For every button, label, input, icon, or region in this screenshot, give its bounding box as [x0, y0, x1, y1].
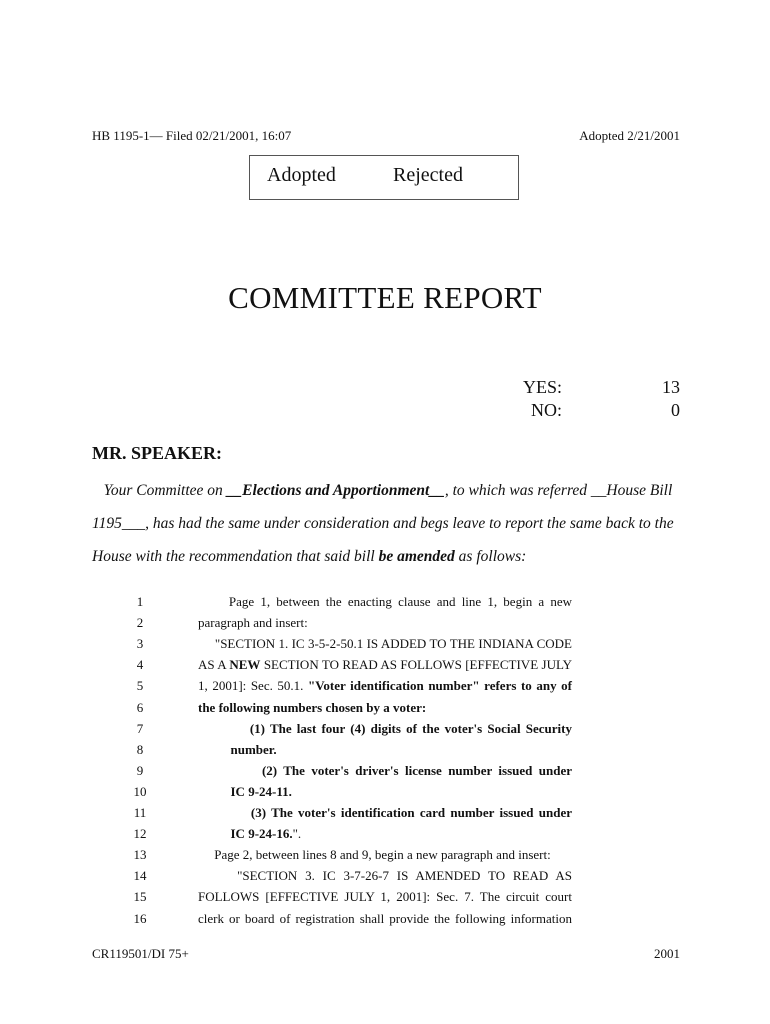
- amendment-text-run: paragraph and insert:: [198, 615, 308, 631]
- amendment-line: [198, 763, 572, 779]
- amendment-line: [198, 678, 572, 694]
- salutation: MR. SPEAKER:: [92, 443, 222, 463]
- yes-label: YES:: [522, 377, 562, 397]
- bill-name: __House Bill: [590, 482, 673, 499]
- amendment-line: [198, 742, 572, 758]
- committee-name: __Elections and Apportionment__: [226, 482, 445, 499]
- amendment-text-run: "Voter identification number" refers to any of: [307, 678, 572, 694]
- amendment-text-run: number.: [198, 741, 277, 757]
- amendment-text-run: the following numbers chosen by a voter:: [198, 699, 427, 715]
- amendment-line: [198, 657, 572, 673]
- amendment-text-run: SECTION TO READ AS FOLLOWS [EFFECTIVE JULY: [260, 657, 572, 673]
- line-number: 7: [136, 720, 144, 736]
- line-number: 11: [133, 805, 147, 820]
- amendment-text-run: (2) The voter's driver's license number issued under: [198, 762, 572, 778]
- line-number: 6: [136, 699, 144, 715]
- amendment-line: [198, 594, 572, 610]
- line-number: 2: [136, 615, 144, 631]
- header-adopted-date: Adopted 2/21/2001: [579, 128, 680, 143]
- no-label: NO:: [531, 400, 562, 420]
- amendment-line: [198, 784, 572, 800]
- amendment-text-run: Page 2, between lines 8 and 9, begin a new paragraph and insert:: [198, 847, 551, 863]
- intro-text: Your Committee on: [103, 482, 227, 499]
- line-number: 9: [136, 762, 144, 778]
- line-number: 4: [136, 657, 144, 673]
- rejected-option: Rejected: [393, 164, 463, 186]
- intro-line-2: [92, 515, 682, 533]
- recommendation: be amended: [378, 548, 455, 565]
- line-number: 1: [136, 594, 144, 609]
- adopted-option: Adopted: [267, 164, 336, 186]
- header-bill-filing: HB 1195-1— Filed 02/21/2001, 16:07: [92, 128, 292, 143]
- line-number: 14: [133, 868, 147, 884]
- amendment-text-run: 1, 2001]: Sec. 50.1.: [198, 678, 308, 694]
- amendment-text-run: IC 9-24-16.: [198, 826, 293, 842]
- amendment-text-run: (1) The last four (4) digits of the voter's Social Security: [198, 720, 572, 736]
- line-number: 10: [133, 783, 147, 799]
- amendment-text-run: clerk or board of registration shall provide the following information: [198, 910, 572, 926]
- line-number: 16: [133, 910, 147, 926]
- line-number: 12: [133, 826, 147, 842]
- vote-outcome-box: [249, 155, 519, 200]
- line-number: 5: [136, 678, 144, 694]
- amendment-text-run: AS A: [198, 657, 230, 673]
- amendment-text-run: Page 1, between the enacting clause and line 1, begin a new: [198, 594, 572, 609]
- intro-line-3: [92, 548, 682, 566]
- amendment-line: [198, 889, 572, 905]
- bill-number: 1195___: [92, 515, 146, 532]
- no-count: 0: [671, 400, 680, 420]
- page-title: COMMITTEE REPORT: [228, 280, 542, 315]
- intro-text: House with the recommendation that said bill: [92, 548, 379, 565]
- amendment-text-run: FOLLOWS [EFFECTIVE JULY 1, 2001]: Sec. 7. The circuit court: [198, 889, 572, 905]
- amendment-text-run: "SECTION 3. IC 3-7-26-7 IS AMENDED TO READ AS: [198, 868, 572, 884]
- amendment-line: [198, 911, 572, 927]
- amendment-line: [198, 721, 572, 737]
- line-number: 15: [133, 889, 147, 905]
- line-number: 8: [136, 741, 144, 757]
- amendment-text-run: ".: [292, 826, 302, 842]
- line-number: 13: [133, 847, 147, 863]
- amendment-text-run: (3) The voter's identification card number issued under: [198, 805, 572, 820]
- amendment-text-run: "SECTION 1. IC 3-5-2-50.1 IS ADDED TO THE INDIANA CODE: [198, 636, 572, 652]
- amendment-line: [198, 868, 572, 884]
- amendment-line: [198, 805, 572, 821]
- amendment-line: [198, 636, 572, 652]
- amendment-line: [198, 847, 572, 863]
- footer-year: 2001: [654, 946, 680, 961]
- yes-count: 13: [662, 377, 680, 397]
- amendment-text-run: IC 9-24-11.: [198, 783, 292, 799]
- intro-text: , to which was referred: [444, 482, 591, 499]
- amendment-text-run: NEW: [229, 657, 261, 673]
- footer-document-code: CR119501/DI 75+: [92, 946, 189, 961]
- amendment-line: [198, 615, 572, 631]
- intro-line-1: [92, 482, 682, 500]
- intro-text: , has had the same under consideration and begs leave to report the same back to the: [145, 515, 674, 532]
- intro-text: as follows:: [454, 548, 527, 565]
- line-number: 3: [136, 636, 144, 652]
- amendment-line: [198, 700, 572, 716]
- amendment-line: [198, 826, 572, 842]
